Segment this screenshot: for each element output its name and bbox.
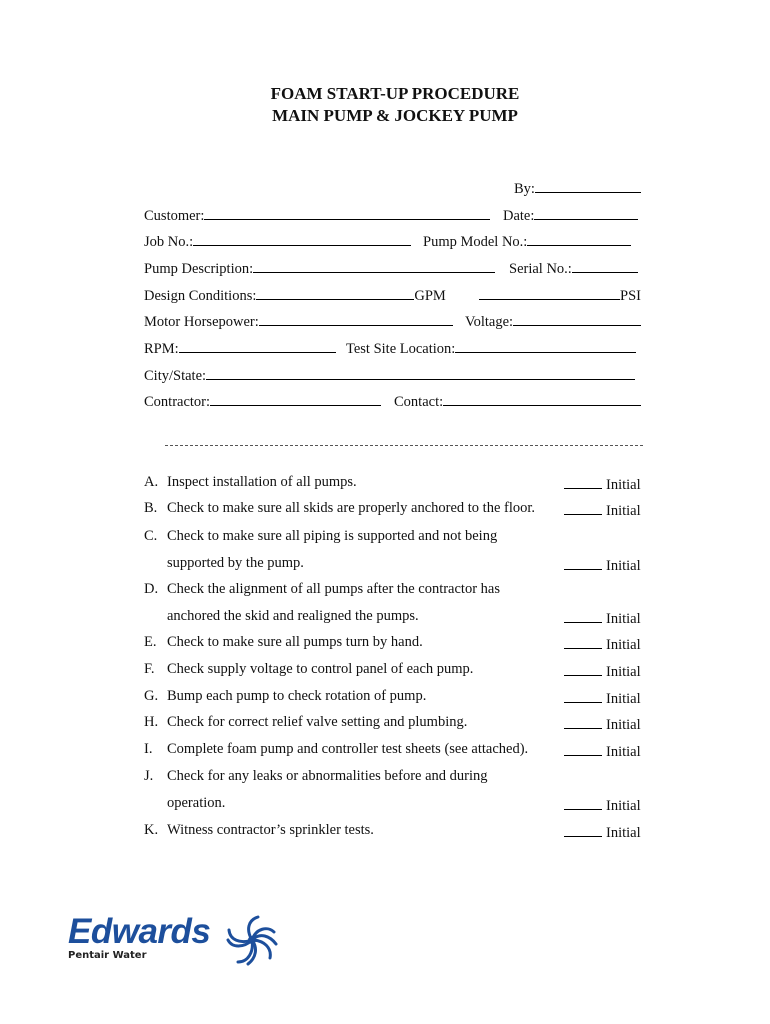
item-e-initial-blank[interactable] [564,634,602,649]
city-state-label: City/State: [144,368,207,384]
item-c-letter: C. [144,528,158,544]
edwards-logo [68,912,283,972]
item-k-initial-label: Initial [606,825,641,841]
design-conditions-label: Design Conditions: [144,288,257,304]
item-f-initial[interactable] [564,661,641,681]
test-site-location-field [346,338,636,358]
rpm-label: RPM: [144,341,179,357]
item-g-letter: G. [144,688,159,704]
item-e-text: Check to make sure all pumps turn by hand. [167,634,423,650]
psi-blank[interactable] [479,285,620,300]
pump-model-label: Pump Model No.: [423,234,528,250]
item-j-initial-label: Initial [606,798,641,814]
item-h-text: Check for correct relief valve setting and plumbing. [167,714,468,730]
item-c-initial-label: Initial [606,558,641,574]
item-k-initial[interactable] [564,822,641,842]
item-g-initial[interactable] [564,688,641,708]
serial-no-field [509,258,638,278]
psi-field [479,285,641,305]
item-c-initial[interactable] [564,555,641,575]
rpm-field [144,338,336,358]
pump-model-blank[interactable] [527,231,631,246]
psi-label: PSI [620,288,641,304]
item-f-text: Check supply voltage to control panel of each pump. [167,661,474,677]
job-no-blank[interactable] [193,231,411,246]
job-no-label: Job No.: [144,234,194,250]
motor-horsepower-blank[interactable] [259,311,453,326]
customer-field [144,205,490,225]
pump-description-blank[interactable] [253,258,495,273]
motor-horsepower-label: Motor Horsepower: [144,314,259,330]
item-d-initial-blank[interactable] [564,608,602,623]
gpm-label: GPM [414,288,446,304]
item-d-initial-label: Initial [606,611,641,627]
item-a-initial-blank[interactable] [564,474,602,489]
contact-label: Contact: [394,394,444,410]
item-a-text: Inspect installation of all pumps. [167,474,357,490]
contact-blank[interactable] [443,391,641,406]
design-conditions-field [144,285,446,305]
item-i-letter: I. [144,741,153,757]
date-blank[interactable] [534,205,638,220]
motor-horsepower-field [144,311,453,331]
item-b-initial-label: Initial [606,503,641,519]
item-d-text-line1: Check the alignment of all pumps after the contractor has [167,581,500,597]
item-b-letter: B. [144,500,158,516]
item-j-letter: J. [144,768,154,784]
pump-model-field [423,231,631,251]
section-divider [165,445,643,446]
item-a-initial[interactable] [564,474,641,494]
item-j-initial[interactable] [564,795,641,815]
logo-brand: Edwards [68,912,211,951]
contractor-field [144,391,381,411]
item-k-initial-blank[interactable] [564,822,602,837]
pump-description-field [144,258,495,278]
serial-no-label: Serial No.: [509,261,572,277]
serial-no-blank[interactable] [572,258,638,273]
item-e-initial-label: Initial [606,637,641,653]
item-f-letter: F. [144,661,155,677]
contractor-blank[interactable] [210,391,381,406]
document-title-line2: MAIN PUMP & JOCKEY PUMP [272,106,518,125]
item-a-letter: A. [144,474,159,490]
gpm-blank[interactable] [256,285,414,300]
voltage-label: Voltage: [465,314,514,330]
city-state-blank[interactable] [206,365,635,380]
date-label: Date: [503,208,535,224]
customer-blank[interactable] [204,205,490,220]
item-g-initial-blank[interactable] [564,688,602,703]
item-d-letter: D. [144,581,159,597]
pump-description-label: Pump Description: [144,261,254,277]
item-g-initial-label: Initial [606,691,641,707]
item-i-initial-label: Initial [606,744,641,760]
item-d-initial[interactable] [564,608,641,628]
logo-subtitle: Pentair Water [68,950,147,961]
city-state-field [144,365,635,385]
date-field [503,205,638,225]
swirl-logo-icon [226,914,278,966]
contact-field [394,391,641,411]
test-site-location-blank[interactable] [455,338,636,353]
item-e-letter: E. [144,634,157,650]
by-label: By: [514,181,535,197]
item-k-letter: K. [144,822,159,838]
item-d-text-line2: anchored the skid and realigned the pumps. [167,608,419,624]
item-j-text-line1: Check for any leaks or abnormalities before and during [167,768,488,784]
by-blank[interactable] [535,178,641,193]
item-k-text: Witness contractor’s sprinkler tests. [167,822,374,838]
test-site-location-label: Test Site Location: [346,341,456,357]
item-i-initial-blank[interactable] [564,741,602,756]
voltage-field [465,311,641,331]
item-g-text: Bump each pump to check rotation of pump. [167,688,427,704]
item-h-initial[interactable] [564,714,641,734]
contractor-label: Contractor: [144,394,211,410]
item-c-text-line1: Check to make sure all piping is supported and not being [167,528,498,544]
voltage-blank[interactable] [513,311,641,326]
item-b-initial[interactable] [564,500,641,520]
rpm-blank[interactable] [179,338,336,353]
document-title-line1: FOAM START-UP PROCEDURE [270,84,520,103]
item-f-initial-label: Initial [606,664,641,680]
item-j-initial-blank[interactable] [564,795,602,810]
item-b-initial-blank[interactable] [564,500,602,515]
item-h-initial-label: Initial [606,717,641,733]
item-i-initial[interactable] [564,741,641,761]
item-c-initial-blank[interactable] [564,555,602,570]
item-i-text: Complete foam pump and controller test sheets (see attached). [167,741,529,757]
item-f-initial-blank[interactable] [564,661,602,676]
customer-label: Customer: [144,208,205,224]
job-no-field [144,231,411,251]
item-h-initial-blank[interactable] [564,714,602,729]
item-b-text: Check to make sure all skids are properly anchored to the floor. [167,500,536,516]
item-a-initial-label: Initial [606,477,641,493]
by-field [514,178,641,198]
item-j-text-line2: operation. [167,795,226,811]
item-h-letter: H. [144,714,159,730]
item-e-initial[interactable] [564,634,641,654]
item-c-text-line2: supported by the pump. [167,555,304,571]
